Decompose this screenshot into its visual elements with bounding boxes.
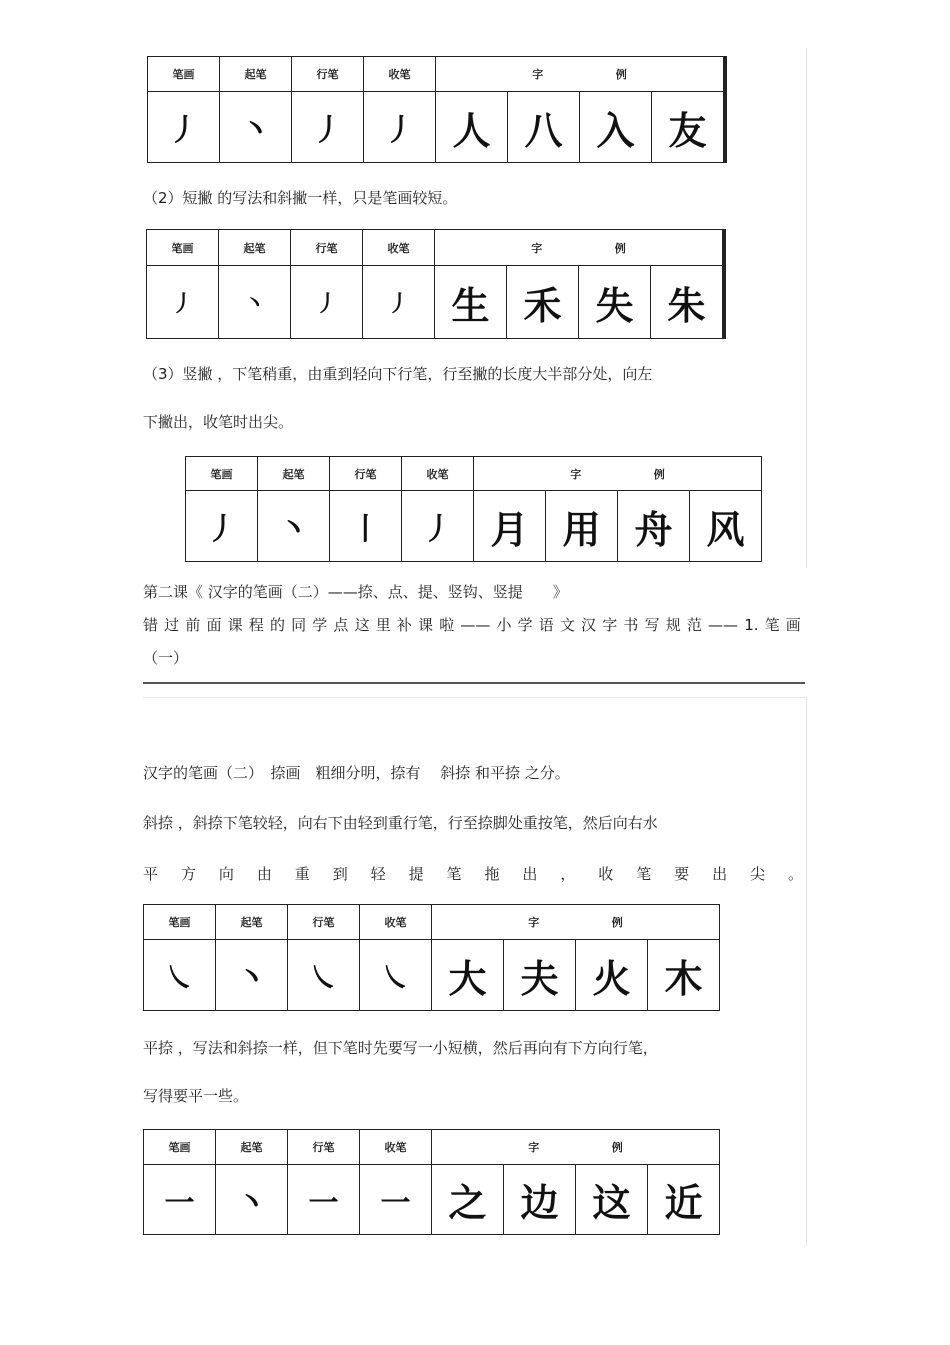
stroke-table-2 bbox=[146, 229, 723, 339]
example-char: 夫 bbox=[504, 940, 576, 1011]
page-edge-right-top bbox=[806, 48, 807, 568]
section-divider bbox=[143, 682, 805, 684]
header-move: 行笔 bbox=[330, 457, 402, 491]
example-char: 生 bbox=[435, 266, 507, 339]
stroke-end-demo: 丿 bbox=[402, 491, 474, 562]
makeup-link[interactable]: 错 过 前 面 课 程 的 同 学 点 这 里 补 课 啦 —— 小 学 语 文 汉 字 书 写 规 范 —— 1. 笔 画 bbox=[143, 616, 801, 634]
paragraph-vertical-pie-1: （3）竖撇 ，下笔稍重，由重到轻向下行笔，行至撇的长度大半部分处，向左 bbox=[143, 365, 653, 383]
header-examples: 字 例 bbox=[436, 57, 724, 92]
example-char: 人 bbox=[436, 92, 508, 163]
header-end: 收笔 bbox=[360, 905, 432, 940]
header-end: 收笔 bbox=[363, 230, 435, 266]
header-move: 行笔 bbox=[291, 230, 363, 266]
stroke-table-4 bbox=[143, 904, 720, 1011]
example-char: 火 bbox=[576, 940, 648, 1011]
stroke-move-demo: 丿 bbox=[291, 266, 363, 339]
stroke-demo: 丿 bbox=[186, 491, 258, 562]
stroke-move-demo: 丨 bbox=[330, 491, 402, 562]
example-char: 近 bbox=[648, 1165, 720, 1235]
paragraph-xie-na-1: 斜捺 ，斜捺下笔较轻，向右下由轻到重行笔，行至捺脚处重按笔，然后向右水 bbox=[143, 814, 658, 832]
example-char: 入 bbox=[580, 92, 652, 163]
stroke-table-3 bbox=[185, 456, 762, 562]
lesson-title: 第二课《 汉字的笔画（二）——捺、点、提、竖钩、竖提 》 bbox=[143, 583, 568, 601]
header-start: 起笔 bbox=[219, 230, 291, 266]
header-move: 行笔 bbox=[288, 905, 360, 940]
header-start: 起笔 bbox=[216, 1130, 288, 1165]
example-char: 大 bbox=[432, 940, 504, 1011]
header-end: 收笔 bbox=[360, 1130, 432, 1165]
stroke-end-demo: 一 bbox=[360, 1165, 432, 1235]
header-stroke: 笔画 bbox=[144, 1130, 216, 1165]
example-char: 八 bbox=[508, 92, 580, 163]
stroke-end-demo: 丿 bbox=[363, 266, 435, 339]
stroke-start-demo: 丶 bbox=[216, 1165, 288, 1235]
example-char: 风 bbox=[690, 491, 762, 562]
stroke-start-demo: 丶 bbox=[258, 491, 330, 562]
header-stroke: 笔画 bbox=[147, 230, 219, 266]
header-stroke: 笔画 bbox=[186, 457, 258, 491]
header-examples: 字 例 bbox=[474, 457, 762, 491]
stroke-end-demo: 丿 bbox=[364, 92, 436, 163]
header-examples: 字 例 bbox=[432, 1130, 720, 1165]
paragraph-na-intro: 汉字的笔画（二） 捺画 粗细分明，捺有 斜捺 和平捺 之分。 bbox=[143, 764, 570, 782]
stroke-start-demo: 丶 bbox=[216, 940, 288, 1011]
paragraph-vertical-pie-2: 下撇出，收笔时出尖。 bbox=[143, 413, 294, 431]
header-stroke: 笔画 bbox=[144, 905, 216, 940]
example-char: 友 bbox=[652, 92, 724, 163]
paragraph-short-pie: （2）短撇 的写法和斜撇一样，只是笔画较短。 bbox=[143, 189, 458, 207]
example-char: 禾 bbox=[507, 266, 579, 339]
header-start: 起笔 bbox=[216, 905, 288, 940]
stroke-move-demo: ㇏ bbox=[288, 940, 360, 1011]
example-char: 朱 bbox=[651, 266, 723, 339]
paragraph-ping-na-2: 写得要平一些。 bbox=[143, 1087, 249, 1105]
stroke-move-demo: 丿 bbox=[292, 92, 364, 163]
stroke-demo: ㇏ bbox=[144, 940, 216, 1011]
stroke-demo: 一 bbox=[144, 1165, 216, 1235]
stroke-start-demo: 丶 bbox=[219, 266, 291, 339]
example-char: 月 bbox=[474, 491, 546, 562]
paragraph-xie-na-2: 平 方 向 由 重 到 轻 提 笔 拖 出 ， 收 笔 要 出 尖 。 bbox=[143, 865, 803, 883]
header-move: 行笔 bbox=[288, 1130, 360, 1165]
paragraph-ping-na-1: 平捺 ，写法和斜捺一样，但下笔时先要写一小短横，然后再向有下方向行笔， bbox=[143, 1039, 658, 1057]
example-char: 用 bbox=[546, 491, 618, 562]
header-start: 起笔 bbox=[258, 457, 330, 491]
stroke-table-5 bbox=[143, 1129, 720, 1235]
example-char: 之 bbox=[432, 1165, 504, 1235]
stroke-move-demo: 一 bbox=[288, 1165, 360, 1235]
header-start: 起笔 bbox=[220, 57, 292, 92]
header-examples: 字 例 bbox=[432, 905, 720, 940]
stroke-start-demo: 丶 bbox=[220, 92, 292, 163]
example-char: 边 bbox=[504, 1165, 576, 1235]
stroke-end-demo: ㇏ bbox=[360, 940, 432, 1011]
page-edge-right-bottom bbox=[806, 698, 807, 1246]
stroke-demo: 丿 bbox=[147, 266, 219, 339]
page-edge-top-bottom-section bbox=[143, 697, 807, 698]
header-stroke: 笔画 bbox=[148, 57, 220, 92]
makeup-link-line2[interactable]: （一） bbox=[143, 649, 189, 667]
stroke-table-1 bbox=[147, 56, 724, 163]
example-char: 木 bbox=[648, 940, 720, 1011]
header-end: 收笔 bbox=[402, 457, 474, 491]
stroke-demo: 丿 bbox=[148, 92, 220, 163]
header-examples: 字 例 bbox=[435, 230, 723, 266]
example-char: 舟 bbox=[618, 491, 690, 562]
header-move: 行笔 bbox=[292, 57, 364, 92]
example-char: 这 bbox=[576, 1165, 648, 1235]
example-char: 失 bbox=[579, 266, 651, 339]
header-end: 收笔 bbox=[364, 57, 436, 92]
